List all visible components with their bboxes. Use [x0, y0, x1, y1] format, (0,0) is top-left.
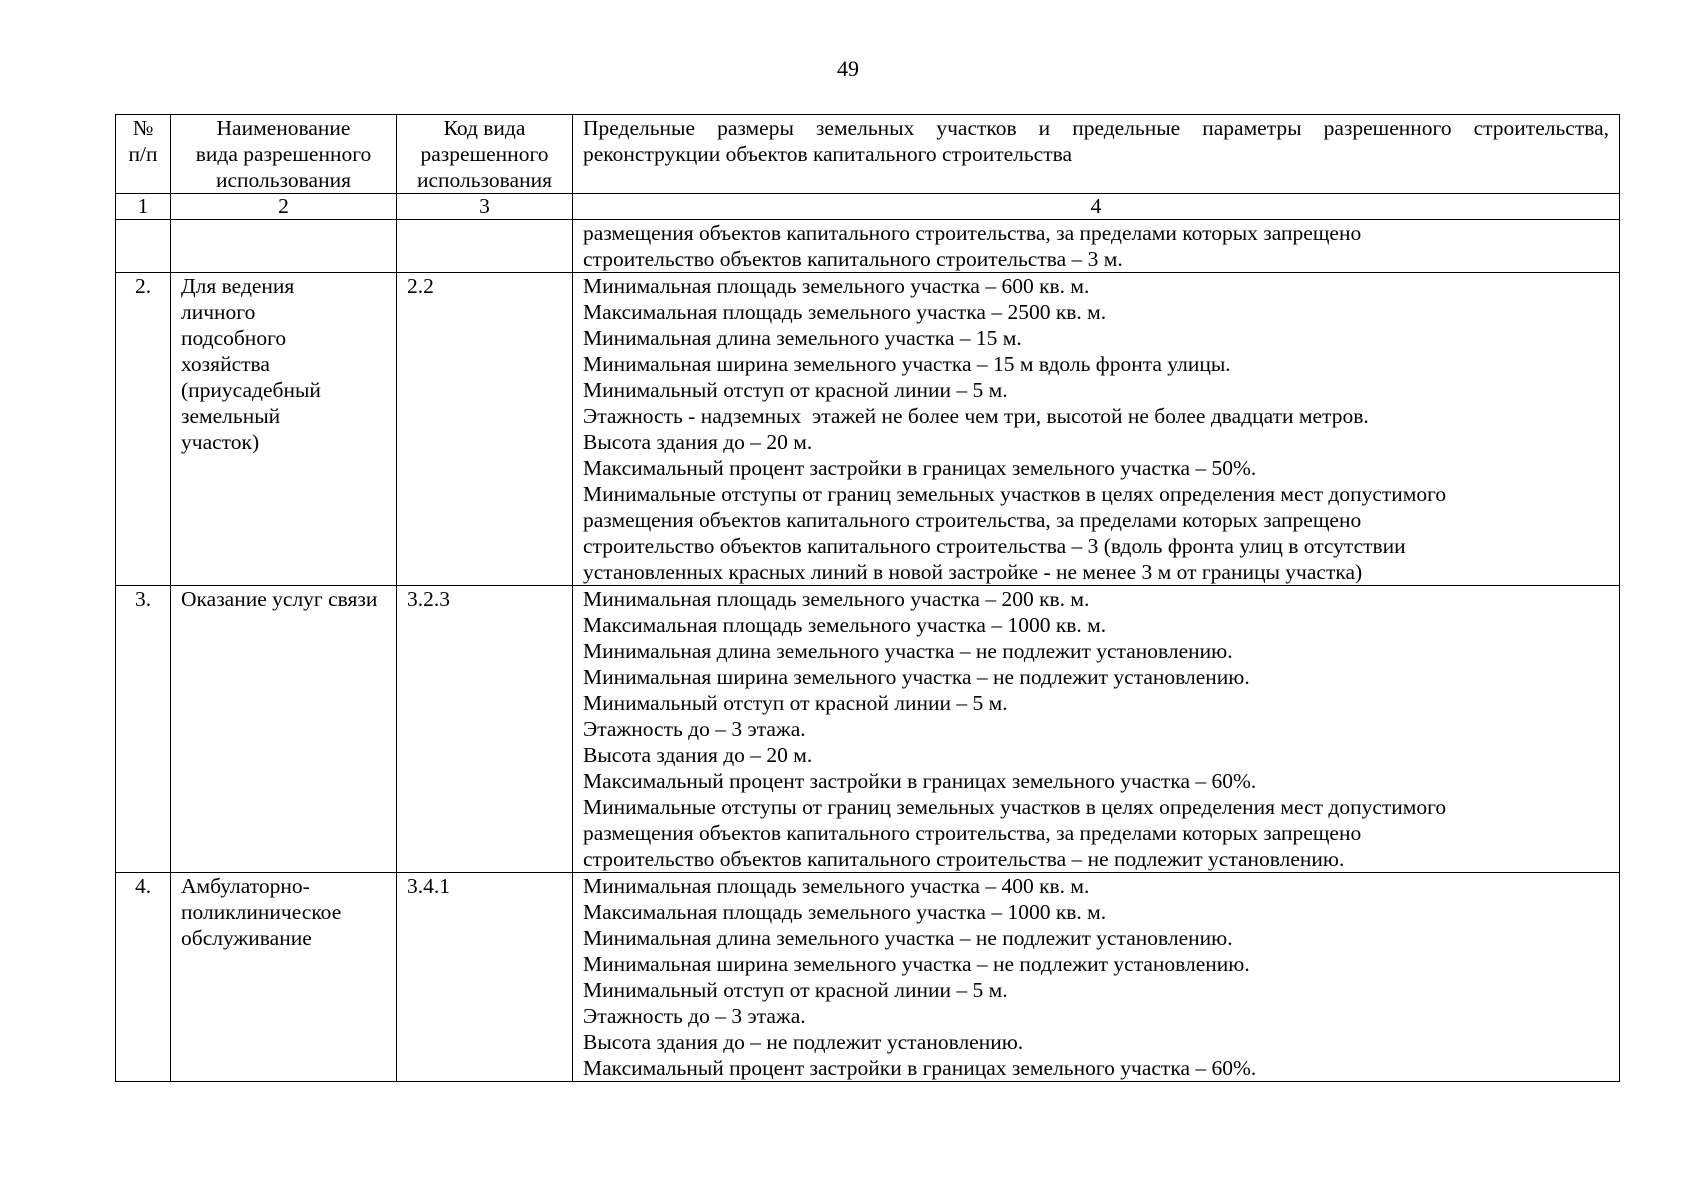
- table-header-row: [116, 115, 1620, 194]
- parameter-line: Минимальный отступ от красной линии – 5 м.: [583, 378, 1008, 402]
- row-use-name: [171, 220, 397, 273]
- table-row: [116, 273, 1620, 586]
- header-line: Код вида: [443, 116, 526, 140]
- row-number: 2.: [116, 273, 171, 586]
- zoning-parameters-table: [115, 114, 1620, 1082]
- use-name-line: участок): [181, 430, 260, 454]
- header-line: п/п: [128, 142, 158, 166]
- row-use-code: 2.2: [397, 273, 573, 586]
- header-number: [116, 115, 171, 194]
- parameter-line: Этажность до – 3 этажа.: [583, 717, 806, 741]
- header-use-name: [171, 115, 397, 194]
- column-number: 1: [116, 194, 171, 220]
- parameter-line: строительство объектов капитального строительства – 3 м.: [583, 247, 1123, 271]
- header-use-code: [397, 115, 573, 194]
- parameter-line: Минимальные отступы от границ земельных участков в целях определения мест допустимого: [583, 795, 1447, 819]
- parameter-line: Максимальный процент застройки в границах земельного участка – 60%.: [583, 1056, 1257, 1080]
- parameter-line: Минимальный отступ от красной линии – 5 м.: [583, 691, 1008, 715]
- header-line: Наименование: [216, 116, 351, 140]
- parameter-line: Этажность до – 3 этажа.: [583, 1004, 806, 1028]
- use-name-line: Для ведения: [181, 274, 295, 298]
- parameter-line: строительство объектов капитального строительства – не подлежит установлению.: [583, 847, 1345, 871]
- parameter-line: Минимальная ширина земельного участка – не подлежит установлению.: [583, 952, 1250, 976]
- parameter-line: Минимальная длина земельного участка – не подлежит установлению.: [583, 926, 1233, 950]
- table-row: [116, 873, 1620, 1082]
- use-name-line: земельный: [181, 404, 281, 428]
- parameter-line: размещения объектов капитального строительства, за пределами которых запрещено: [583, 821, 1362, 845]
- row-number: 4.: [116, 873, 171, 1082]
- use-name-line: обслуживание: [181, 926, 312, 950]
- parameter-line: Минимальная ширина земельного участка – 15 м вдоль фронта улицы.: [583, 352, 1231, 376]
- row-use-name: Оказание услуг связи: [171, 586, 397, 873]
- column-number: 3: [397, 194, 573, 220]
- parameter-line: Высота здания до – 20 м.: [583, 743, 813, 767]
- use-name-line: (приусадебный: [181, 378, 321, 402]
- column-number-row: [116, 194, 1620, 220]
- row-parameters: [573, 273, 1620, 586]
- parameter-line: Минимальная длина земельного участка – 15 м.: [583, 326, 1022, 350]
- parameter-line: Минимальные отступы от границ земельных участков в целях определения мест допустимого: [583, 482, 1447, 506]
- parameter-line: Минимальная площадь земельного участка – 400 кв. м.: [583, 874, 1090, 898]
- parameter-line: размещения объектов капитального строительства, за пределами которых запрещено: [583, 508, 1362, 532]
- row-number: 3.: [116, 586, 171, 873]
- header-parameters: Предельные размеры земельных участков и предельные параметры разрешенного строительства, реконструкции объектов капитального строительства: [573, 115, 1620, 194]
- header-line: разрешенного: [420, 142, 549, 166]
- header-line: использования: [216, 168, 351, 192]
- parameter-line: Высота здания до – не подлежит установлению.: [583, 1030, 1024, 1054]
- use-name-line: подсобного: [181, 326, 287, 350]
- parameter-line: Минимальная ширина земельного участка – не подлежит установлению.: [583, 665, 1250, 689]
- row-parameters: [573, 586, 1620, 873]
- row-use-code: 3.4.1: [397, 873, 573, 1082]
- parameter-line: размещения объектов капитального строительства, за пределами которых запрещено: [583, 221, 1362, 245]
- use-name-line: Амбулаторно-: [181, 874, 310, 898]
- row-use-name: [171, 873, 397, 1082]
- parameter-line: Этажность - надземных этажей не более чем три, высотой не более двадцати метров.: [583, 404, 1369, 428]
- row-use-name: [171, 273, 397, 586]
- parameter-line: Минимальная длина земельного участка – не подлежит установлению.: [583, 639, 1233, 663]
- table-row: [116, 220, 1620, 273]
- header-line: использования: [417, 168, 552, 192]
- row-number: [116, 220, 171, 273]
- parameter-line: Максимальная площадь земельного участка – 2500 кв. м.: [583, 300, 1107, 324]
- header-line: вида разрешенного: [195, 142, 372, 166]
- use-name-line: поликлиническое: [181, 900, 342, 924]
- use-name-line: хозяйства: [181, 352, 270, 376]
- column-number: 4: [573, 194, 1620, 220]
- parameter-line: установленных красных линий в новой застройке - не менее 3 м от границы участка): [583, 560, 1363, 584]
- page-number: 49: [837, 56, 859, 81]
- parameter-line: строительство объектов капитального строительства – 3 (вдоль фронта улиц в отсутствии: [583, 534, 1406, 558]
- parameter-line: Минимальная площадь земельного участка – 200 кв. м.: [583, 587, 1090, 611]
- parameter-line: Высота здания до – 20 м.: [583, 430, 813, 454]
- parameter-line: Минимальная площадь земельного участка – 600 кв. м.: [583, 274, 1090, 298]
- row-parameters: [573, 873, 1620, 1082]
- parameter-line: Максимальный процент застройки в границах земельного участка – 50%.: [583, 456, 1257, 480]
- header-line: №: [132, 116, 154, 140]
- parameter-line: Максимальная площадь земельного участка – 1000 кв. м.: [583, 900, 1107, 924]
- parameter-line: Максимальная площадь земельного участка – 1000 кв. м.: [583, 613, 1107, 637]
- table-row: [116, 586, 1620, 873]
- use-name-line: личного: [181, 300, 256, 324]
- parameter-line: Минимальный отступ от красной линии – 5 м.: [583, 978, 1008, 1002]
- row-parameters: [573, 220, 1620, 273]
- column-number: 2: [171, 194, 397, 220]
- row-use-code: [397, 220, 573, 273]
- parameter-line: Максимальный процент застройки в границах земельного участка – 60%.: [583, 769, 1257, 793]
- row-use-code: 3.2.3: [397, 586, 573, 873]
